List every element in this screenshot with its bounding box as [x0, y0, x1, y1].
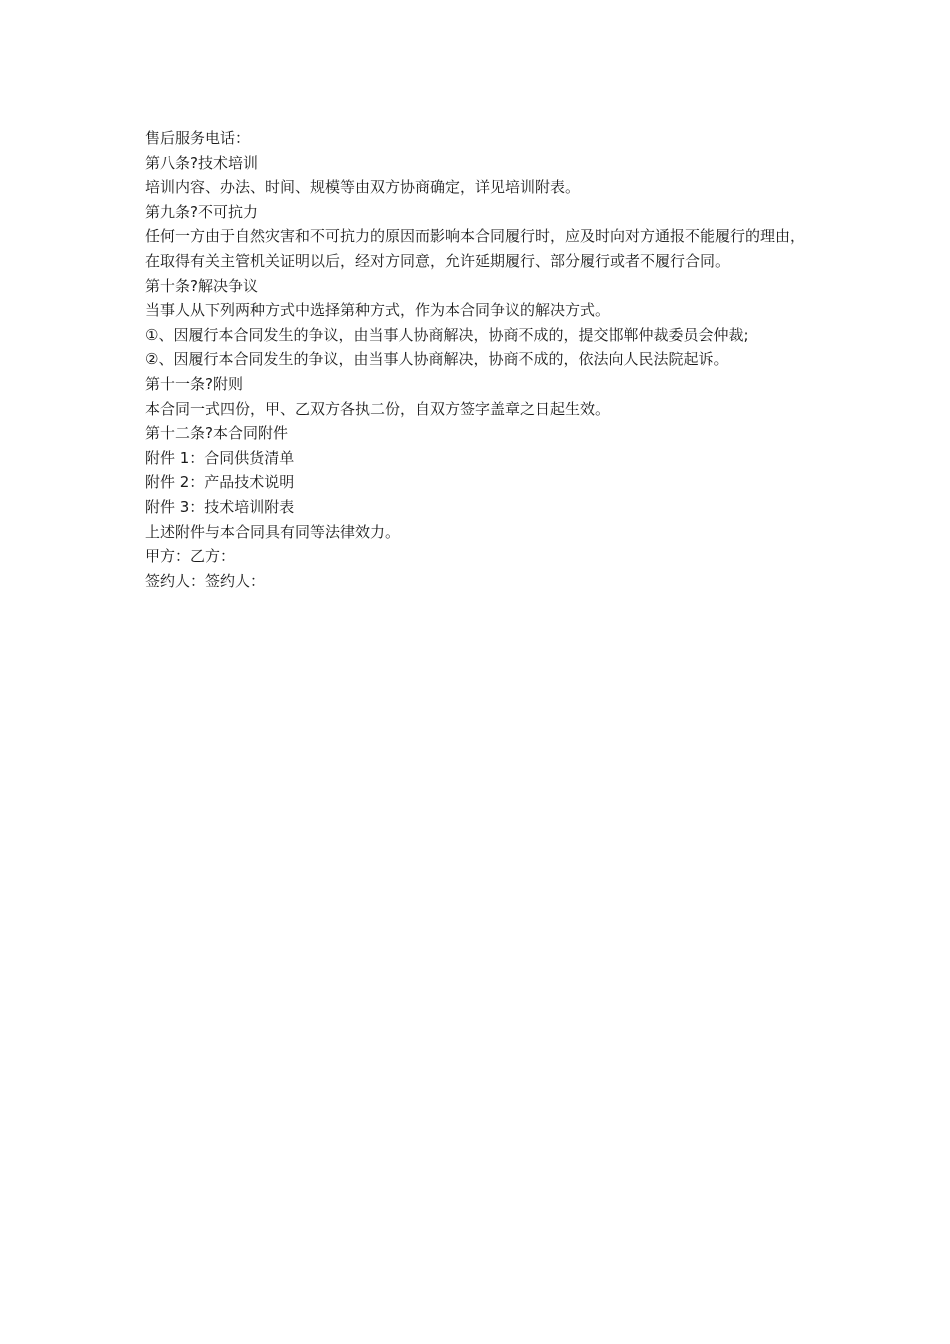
attachment-3: 附件 3：技术培训附表 [145, 497, 295, 516]
article-11-text: 本合同一式四份，甲、乙双方各执二份，自双方签字盖章之日起生效。 [145, 399, 611, 418]
article-9-heading: 第九条?不可抗力 [145, 202, 258, 221]
attachment-1: 附件 1：合同供货清单 [145, 448, 295, 467]
attachment-2: 附件 2：产品技术说明 [145, 473, 295, 492]
article-10-option-2: ②、因履行本合同发生的争议，由当事人协商解决，协商不成的，依法向人民法院起诉。 [145, 350, 729, 369]
signatory-line: 签约人：签约人： [145, 571, 266, 590]
article-8-heading: 第八条?技术培训 [145, 153, 258, 172]
article-10-option-1: ①、因履行本合同发生的争议，由当事人协商解决，协商不成的，提交邯郸仲裁委员会仲裁; [145, 325, 749, 344]
article-9-text: 任何一方由于自然灾害和不可抗力的原因而影响本合同履行时，应及时向对方通报不能履行的理由，在取得有关主管机关证明以后，经对方同意，允许延期履行、部分履行或者不履行合同。 [145, 227, 806, 270]
article-12-heading: 第十二条?本合同附件 [145, 424, 288, 443]
party-line: 甲方：乙方： [145, 547, 236, 566]
article-10-heading: 第十条?解决争议 [145, 276, 258, 295]
attachments-validity: 上述附件与本合同具有同等法律效力。 [145, 522, 401, 541]
article-8-text: 培训内容、办法、时间、规模等由双方协商确定，详见培训附表。 [145, 178, 581, 197]
after-sales-phone-line: 售后服务电话： [145, 129, 251, 147]
article-10-intro: 当事人从下列两种方式中选择第种方式，作为本合同争议的解决方式。 [145, 301, 611, 320]
article-11-heading: 第十一条?附则 [145, 374, 243, 393]
document-body [145, 126, 810, 593]
